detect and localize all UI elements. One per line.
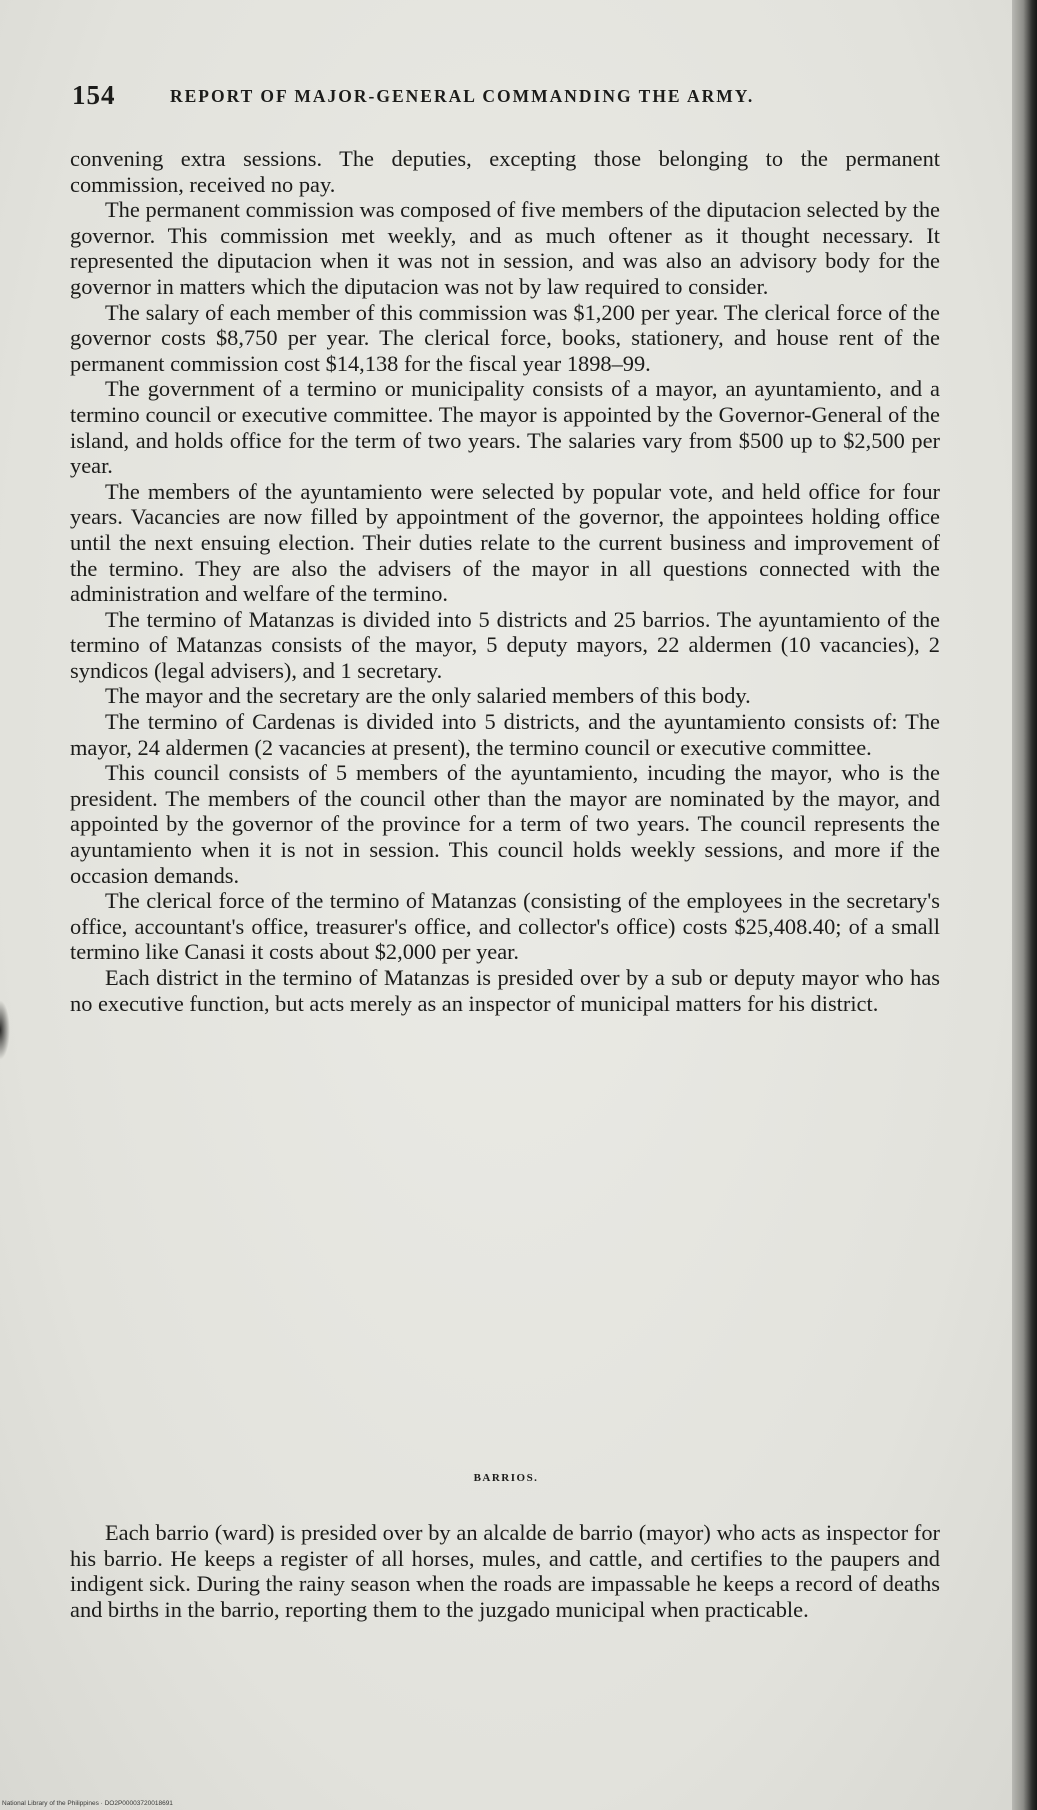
paragraph: The government of a termino or municipality consists of a mayor, an ayuntamiento, and a termino council or executive committee. The mayor is appointed by the Governor-General of the island, and holds office for the term of two years. The salaries vary from $500 up to $2,500 per year. <box>70 376 940 479</box>
binding-shadow <box>0 1000 10 1060</box>
paragraph: The mayor and the secretary are the only salaried members of this body. <box>105 683 751 709</box>
paragraph: This council consists of 5 members of the ayuntamiento, incuding the mayor, who is the president. The members of the council other than the mayor are nominated by the mayor, and appointed by the governor of the province for a term of two years. The council represents the ayuntamiento when it is not in session. This council holds weekly sessions, and more if the occasion demands. <box>70 760 940 888</box>
paragraph: The permanent commission was composed of five members of the diputacion selected by the governor. This commission met weekly, and as much oftener as it thought necessary. It represented the diputacion when it was not in session, and was also an advisory body for the governor in matters which the diputacion was not by law required to consider. <box>70 197 940 299</box>
archive-stamp: National Library of the Philippines · DO2P00003720018691 <box>2 1800 173 1807</box>
section-heading: BARRIOS. <box>473 1472 539 1484</box>
main-text <box>70 146 940 1016</box>
paragraph: The termino of Matanzas is divided into 5 districts and 25 barrios. The ayuntamiento of the termino of Matanzas consists of the mayor, 5 deputy mayors, 22 aldermen (10 vacancies), 2 syndicos (legal advisers), and 1 secretary. <box>70 606 940 683</box>
running-head: REPORT OF MAJOR-GENERAL COMMANDING THE ARMY. <box>170 86 755 106</box>
paragraph: Each barrio (ward) is presided over by an alcalde de barrio (mayor) who acts as inspector for his barrio. He keeps a register of all horses, mules, and cattle, and certifies to the paupers and indigent sick. During the rainy season when the roads are impassable he keeps a record of deaths and births in the barrio, reporting them to the juzgado municipal when practicable. <box>70 1520 940 1622</box>
page-number: 154 <box>72 80 116 110</box>
section-text <box>70 1520 940 1622</box>
page-header <box>72 80 932 120</box>
paragraph: Each district in the termino of Matanzas is presided over by a sub or deputy mayor who has no executive function, but acts merely as an inspector of municipal matters for his district. <box>70 965 940 1016</box>
page-edge <box>1012 0 1037 1810</box>
paragraph: The termino of Cardenas is divided into 5 districts, and the ayuntamiento consists of: The mayor, 24 aldermen (2 vacancies at present), the termino council or executive committee. <box>70 709 940 760</box>
paragraph: The clerical force of the termino of Matanzas (consisting of the employees in the secretary's office, accountant's office, treasurer's office, and collector's office) costs $25,408.40; of a small termino like Canasi it costs about $2,000 per year. <box>70 888 940 965</box>
paragraph: convening extra sessions. The deputies, excepting those belonging to the permanent commission, received no pay. <box>70 146 940 197</box>
paragraph: The salary of each member of this commission was $1,200 per year. The clerical force of the governor costs $8,750 per year. The clerical force, books, stationery, and house rent of the permanent commission cost $14,138 for the fiscal year 1898–99. <box>70 299 940 376</box>
paragraph: The members of the ayuntamiento were selected by popular vote, and held office for four years. Vacancies are now filled by appointment of the governor, the appointees holding office until the next ensuing election. Their duties relate to the current business and improvement of the termino. They are also the advisers of the mayor in all questions connected with the administration and welfare of the termino. <box>70 478 940 607</box>
